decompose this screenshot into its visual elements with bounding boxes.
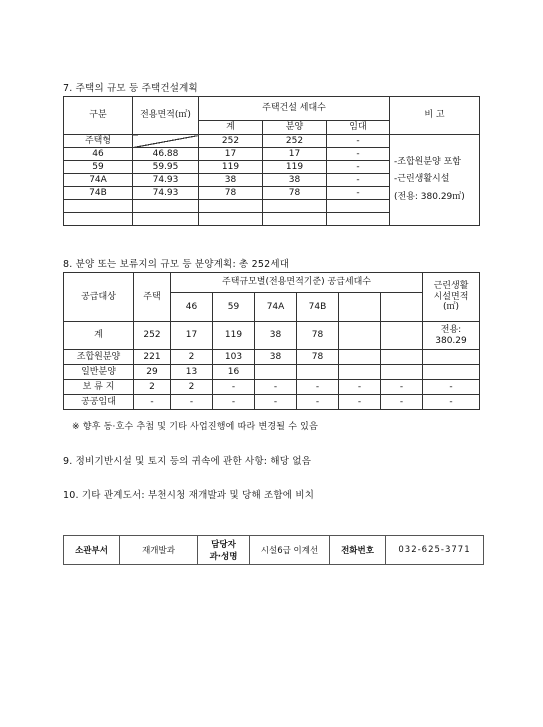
- header-facility-line: 근린생활: [433, 281, 469, 292]
- row-area: 74.93: [133, 174, 199, 187]
- header-target: 공급대상: [64, 273, 134, 322]
- supply-plan-table: [63, 272, 480, 410]
- remarks-cell: [390, 135, 480, 226]
- row-cell: 13: [171, 365, 213, 380]
- phone-label: 전화번호: [330, 536, 386, 565]
- row-sale: 119: [263, 161, 327, 174]
- manager-label-line: 담당자: [211, 540, 236, 550]
- remark-line: -조합원분양 포함: [394, 157, 461, 168]
- header-facility-line: 시설면적: [433, 291, 469, 302]
- row-type: 74B: [64, 187, 133, 200]
- table-row: [64, 395, 480, 410]
- row-cell: -: [339, 395, 381, 410]
- row-cell: 38: [255, 322, 297, 350]
- dept-value: 재개발과: [120, 536, 198, 565]
- size-header-empty: [381, 293, 423, 322]
- row-sale: 78: [263, 187, 327, 200]
- row-facility: -: [423, 380, 480, 395]
- row-sale: 252: [263, 135, 327, 148]
- row-type: 74A: [64, 174, 133, 187]
- row-type: 59: [64, 161, 133, 174]
- row-rent: -: [327, 135, 390, 148]
- facility-line: 전용:: [440, 325, 462, 336]
- row-label: 일반분양: [64, 365, 134, 380]
- row-cell: -: [297, 395, 339, 410]
- header-housing: 주택: [134, 273, 171, 322]
- row-rent: -: [327, 148, 390, 161]
- row-cell: [381, 322, 423, 350]
- header-bigo: 비 고: [390, 97, 480, 135]
- section-9-text: 9. 정비기반시설 및 토지 등의 귀속에 관한 사항: 해당 없음: [63, 456, 312, 467]
- row-cell: [381, 350, 423, 365]
- diagonal-cell: [133, 135, 199, 148]
- facility-line: 380.29: [435, 335, 467, 346]
- header-area: 전용면적(㎡): [133, 97, 199, 135]
- total-row: [64, 322, 480, 350]
- table-row: [64, 380, 480, 395]
- row-facility: [423, 350, 480, 365]
- row-cell: [381, 365, 423, 380]
- row-cell: 2: [171, 380, 213, 395]
- header-sale: 분양: [263, 121, 327, 135]
- row-total: 38: [199, 174, 263, 187]
- table-row: [64, 350, 480, 365]
- row-total: 119: [199, 161, 263, 174]
- row-housing: 2: [134, 380, 171, 395]
- row-cell: [339, 350, 381, 365]
- section-7-heading: 7. 주택의 규모 등 주택건설계획: [63, 83, 198, 94]
- row-label: 계: [64, 322, 134, 350]
- row-rent: -: [327, 161, 390, 174]
- row-cell: [297, 365, 339, 380]
- contact-table: [63, 535, 484, 565]
- row-area: 74.93: [133, 187, 199, 200]
- row-total: 252: [199, 135, 263, 148]
- phone-value: 032-625-3771: [386, 536, 484, 565]
- section-10-text: 10. 기타 관계도서: 부천시청 재개발과 및 당해 조합에 비치: [63, 490, 315, 501]
- dept-label: 소관부서: [64, 536, 120, 565]
- header-facility-line: (㎡): [442, 302, 460, 313]
- row-cell: -: [213, 395, 255, 410]
- size-header: 46: [171, 293, 213, 322]
- row-sale: 38: [263, 174, 327, 187]
- row-cell: [339, 365, 381, 380]
- row-cell: 17: [171, 322, 213, 350]
- row-area: 46.88: [133, 148, 199, 161]
- housing-plan-table: [63, 96, 480, 226]
- row-cell: 78: [297, 350, 339, 365]
- row-facility: [423, 322, 480, 350]
- header-scale: 주택규모별(전용면적기준) 공급세대수: [171, 273, 423, 293]
- row-total: 78: [199, 187, 263, 200]
- row-cell: 78: [297, 322, 339, 350]
- row-cell: -: [171, 395, 213, 410]
- row-cell: -: [381, 380, 423, 395]
- manager-label-line: 과·성명: [209, 552, 238, 562]
- table-row: [64, 365, 480, 380]
- row-type: 46: [64, 148, 133, 161]
- row-cell: -: [213, 380, 255, 395]
- size-header: 74A: [255, 293, 297, 322]
- row-housing: 29: [134, 365, 171, 380]
- header-rent: 임대: [327, 121, 390, 135]
- row-housing: 252: [134, 322, 171, 350]
- size-header-empty: [339, 293, 381, 322]
- row-facility: -: [423, 395, 480, 410]
- row-housing: 221: [134, 350, 171, 365]
- footnote: ※ 향후 동·호수 추첨 및 기타 사업진행에 따라 변경될 수 있음: [72, 422, 318, 432]
- header-total: 계: [199, 121, 263, 135]
- header-households: 주택건설 세대수: [199, 97, 390, 121]
- manager-value: 시설6급 이계선: [250, 536, 330, 565]
- remark-line: -근린생활시설: [394, 174, 450, 185]
- row-sale: 17: [263, 148, 327, 161]
- row-cell: 103: [213, 350, 255, 365]
- row-label: 조합원분양: [64, 350, 134, 365]
- row-label: 보 류 지: [64, 380, 134, 395]
- row-cell: 38: [255, 350, 297, 365]
- row-label: 공공임대: [64, 395, 134, 410]
- row-facility: [423, 365, 480, 380]
- row-cell: 2: [171, 350, 213, 365]
- header-facility: [423, 273, 480, 322]
- row-cell: 16: [213, 365, 255, 380]
- size-header: 59: [213, 293, 255, 322]
- row-cell: 119: [213, 322, 255, 350]
- row-cell: -: [339, 380, 381, 395]
- row-cell: -: [255, 395, 297, 410]
- row-area: 59.95: [133, 161, 199, 174]
- row-type: 주택형: [64, 135, 133, 148]
- section-8-heading: 8. 분양 또는 보류지의 규모 등 분양계획: 총 252세대: [63, 259, 290, 270]
- row-rent: -: [327, 174, 390, 187]
- size-header: 74B: [297, 293, 339, 322]
- row-housing: -: [134, 395, 171, 410]
- remark-line: (전용: 380.29㎡): [394, 191, 465, 202]
- table-row: [64, 135, 480, 148]
- row-cell: [339, 322, 381, 350]
- manager-label: [198, 536, 250, 565]
- row-cell: -: [255, 380, 297, 395]
- row-total: 17: [199, 148, 263, 161]
- row-cell: -: [381, 395, 423, 410]
- header-gubun: 구분: [64, 97, 133, 135]
- row-rent: -: [327, 187, 390, 200]
- row-cell: [255, 365, 297, 380]
- row-cell: -: [297, 380, 339, 395]
